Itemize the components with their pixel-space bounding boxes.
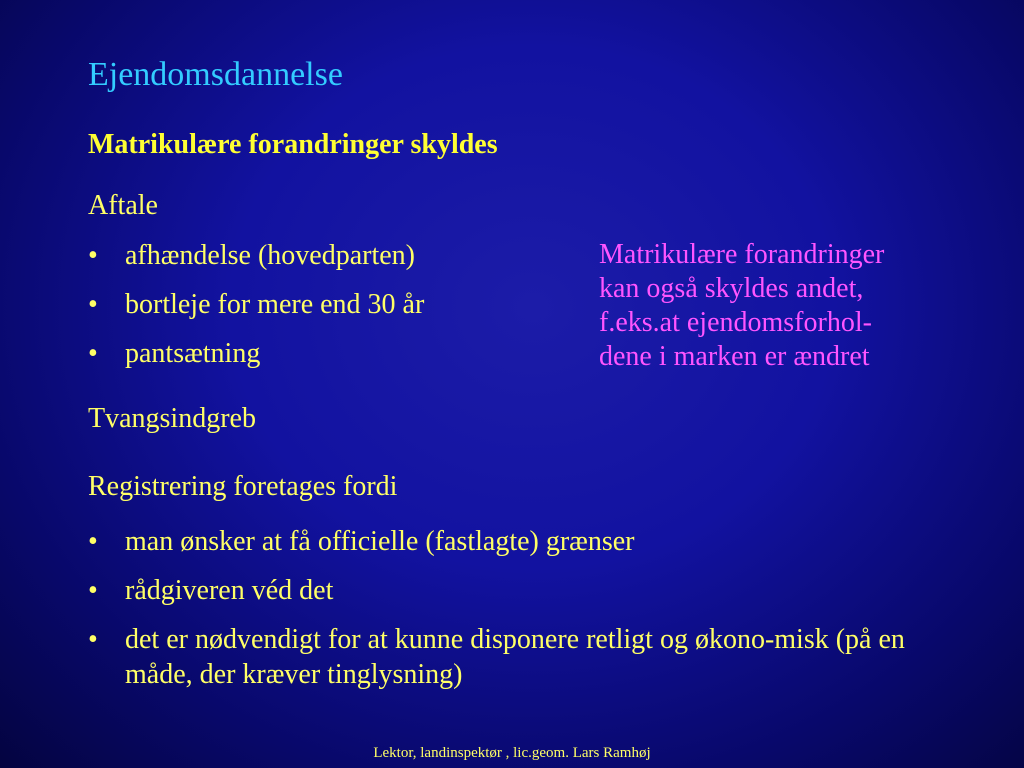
bullet-icon: • <box>88 240 98 271</box>
bullet-icon: • <box>88 575 98 606</box>
bullet-text: pantsætning <box>125 338 261 369</box>
slide-subtitle: Matrikulære forandringer skyldes <box>88 129 498 160</box>
bullet-icon: • <box>88 338 98 369</box>
side-note-line: kan også skyldes andet, <box>599 273 864 304</box>
slide-footer: Lektor, landinspektør , lic.geom. Lars Ramhøj <box>373 745 651 761</box>
bullet-icon: • <box>88 289 98 320</box>
side-note-line: Matrikulære forandringer <box>599 239 885 270</box>
section-heading-tvangsindgreb: Tvangsindgreb <box>88 403 256 434</box>
bullet-text: afhændelse (hovedparten) <box>125 240 415 271</box>
list-item <box>88 573 948 608</box>
bullet-text: bortleje for mere end 30 år <box>125 289 425 320</box>
slide-title: Ejendomsdannelse <box>88 56 343 93</box>
bullet-list-registrering <box>88 524 948 706</box>
side-note-line: f.eks.at ejendomsforhol- <box>599 307 872 338</box>
section-heading-registrering: Registrering foretages fordi <box>88 471 398 502</box>
list-item <box>88 524 948 559</box>
list-item <box>88 622 948 692</box>
bullet-icon: • <box>88 624 98 655</box>
bullet-text: rådgiveren véd det <box>125 575 334 606</box>
bullet-text: man ønsker at få officielle (fastlagte) grænser <box>125 526 635 557</box>
side-note <box>599 238 979 374</box>
bullet-text: det er nødvendigt for at kunne disponere retligt og økono-misk (på en måde, der kræver tinglysning) <box>125 624 905 690</box>
section-heading-aftale: Aftale <box>88 190 158 221</box>
side-note-line: dene i marken er ændret <box>599 341 870 372</box>
bullet-icon: • <box>88 526 98 557</box>
